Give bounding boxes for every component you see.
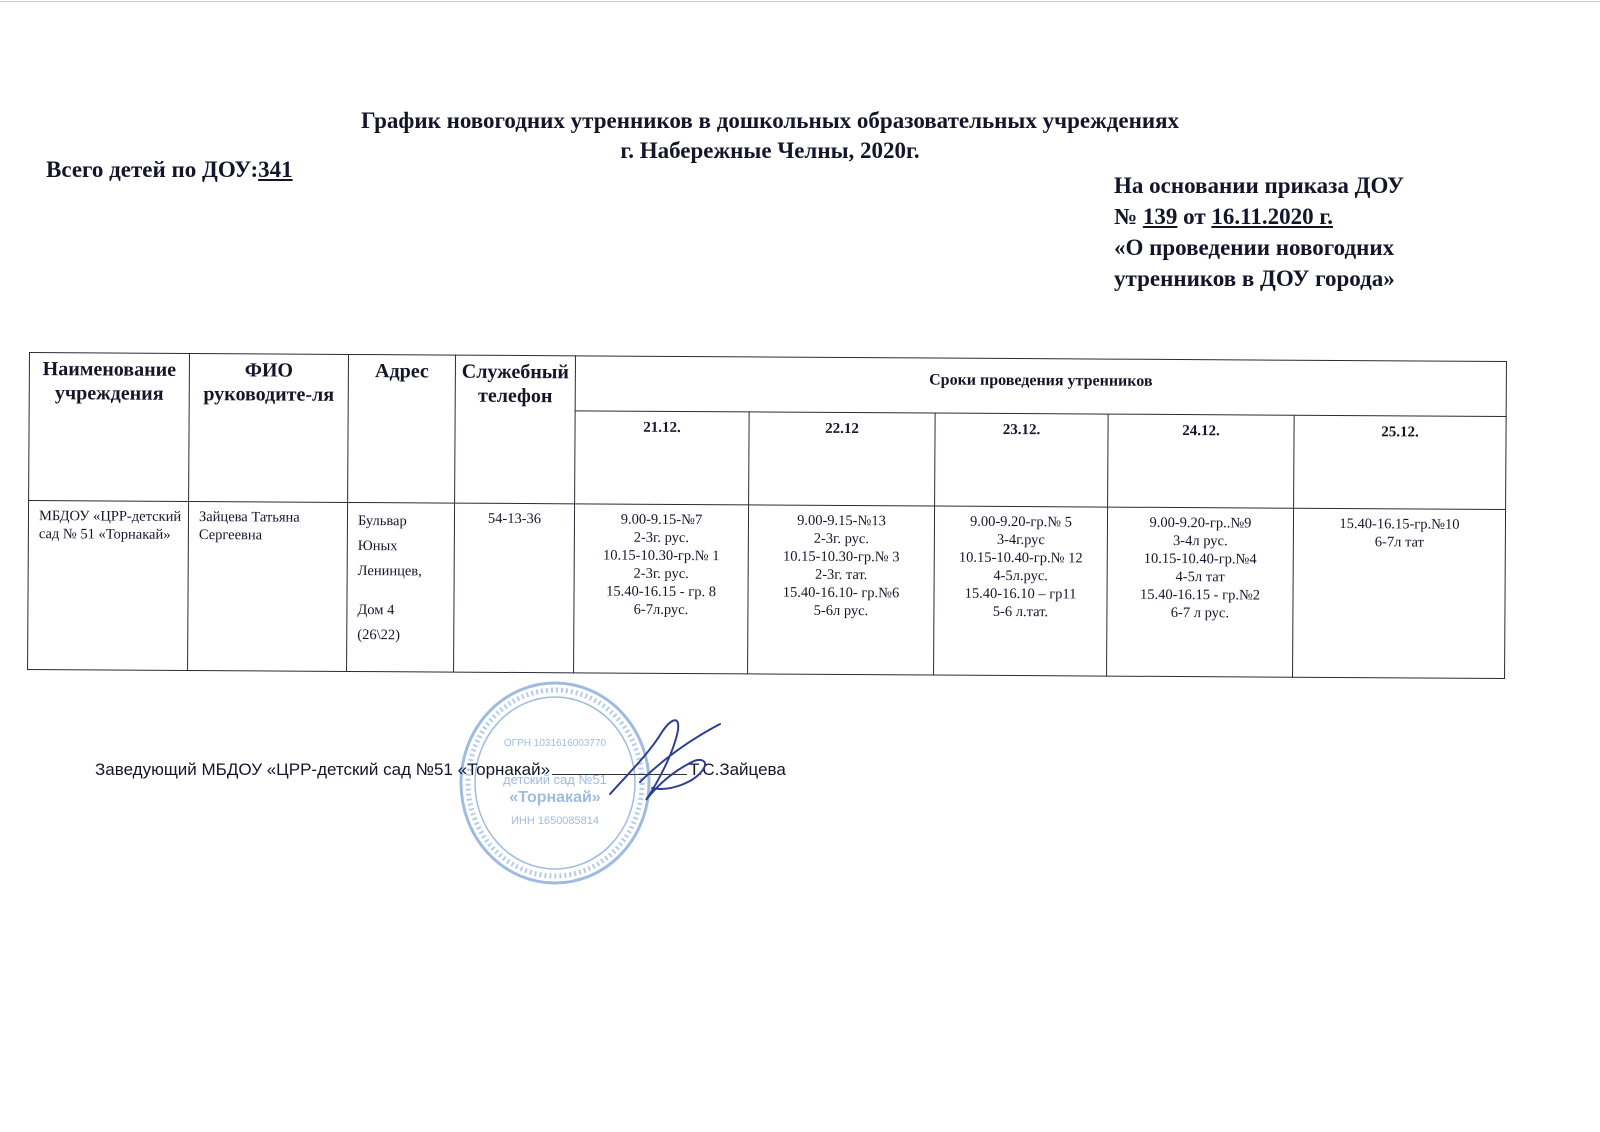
handwritten-signature <box>600 712 730 812</box>
schedule-line: 15.40-16.15 - гр. 8 <box>606 583 717 601</box>
schedule-line: 5-6 л.тат. <box>992 603 1049 621</box>
cell-head-name: Зайцева Татьяна Сергеевна <box>188 501 348 671</box>
address-house: Дом 4 <box>357 602 395 619</box>
date-header: 23.12. <box>935 413 1109 507</box>
schedule-line: 15.40-16.15-гр.№10 <box>1339 516 1460 533</box>
order-basis <box>1114 170 1474 294</box>
stamp-inn: ИНН 1650085814 <box>510 815 600 827</box>
date-header: 22.12 <box>749 412 936 506</box>
cell-schedule-24 <box>1107 507 1294 677</box>
schedule-line: 9.00-9.20-гр.№ 5 <box>969 513 1072 531</box>
schedule-line: 2-3г. рус. <box>633 565 689 583</box>
schedule-line: 6-7л тат <box>1374 534 1424 551</box>
schedule-line: 9.00-9.20-гр..№9 <box>1149 514 1252 532</box>
basis-from: от <box>1177 204 1212 229</box>
children-total-label: Всего детей по ДОУ: <box>46 157 259 182</box>
table-header-row <box>29 353 1506 417</box>
schedule-line: 10.15-10.30-гр.№ 1 <box>602 547 720 565</box>
schedule-table <box>27 352 1507 679</box>
header-dates-range: Сроки проведения утренников <box>575 356 1506 417</box>
basis-line-2 <box>1114 201 1474 232</box>
schedule-line: 9.00-9.15-№7 <box>620 511 703 529</box>
title-line-2: г. Набережные Челны, 2020г. <box>620 138 920 163</box>
cell-schedule-21 <box>574 504 749 674</box>
schedule-line: 15.40-16.10 – гр11 <box>964 585 1077 603</box>
cell-phone: 54-13-36 <box>454 503 575 673</box>
schedule-line: 10.15-10.40-гр.№ 12 <box>958 549 1083 567</box>
document-title <box>290 106 1250 166</box>
basis-order-number: 139 <box>1142 204 1178 229</box>
schedule-line: 10.15-10.30-гр.№ 3 <box>782 548 900 566</box>
signature-position: Заведующий МБДОУ «ЦРР-детский сад №51 «Торнакай» <box>95 760 551 779</box>
cell-schedule-23 <box>934 506 1108 676</box>
cell-schedule-22 <box>748 505 935 675</box>
header-institution: Наименование учреждения <box>29 353 190 502</box>
header-head-name: ФИО руководите-ля <box>189 353 349 502</box>
date-header: 25.12. <box>1294 415 1507 509</box>
schedule-line: 4-5л.рус. <box>993 567 1048 585</box>
stamp-name: детский сад №51 <box>503 772 607 787</box>
schedule-line: 2-3г. тат. <box>814 566 868 584</box>
basis-order-date: 16.11.2020 г. <box>1211 204 1333 229</box>
cell-institution: МБДОУ «ЦРР-детский сад № 51 «Торнакай» <box>28 501 189 671</box>
address-street: Бульвар Юных Ленинцев, <box>357 513 422 580</box>
basis-line-1: На основании приказа ДОУ <box>1114 173 1404 198</box>
header-address: Адрес <box>348 354 456 503</box>
stamp-ogrn: ОГРН 1031616003770 <box>503 738 607 749</box>
cell-address <box>347 502 455 672</box>
address-code: (26\22) <box>357 627 401 644</box>
schedule-line: 9.00-9.15-№13 <box>797 512 886 530</box>
date-header: 21.12. <box>575 411 750 505</box>
schedule-line: 6-7л.рус. <box>633 601 689 619</box>
date-header: 24.12. <box>1108 414 1295 508</box>
schedule-line: 5-6л рус. <box>813 602 869 620</box>
page-top-border <box>0 1 1600 2</box>
schedule-line: 4-5л тат <box>1175 569 1225 586</box>
schedule-line: 10.15-10.40-гр.№4 <box>1143 550 1257 568</box>
schedule-line: 2-3г. рус. <box>633 529 690 547</box>
cell-schedule-25 <box>1293 508 1506 678</box>
schedule-line: 6-7 л рус. <box>1170 604 1230 622</box>
schedule-line: 3-4г.рус <box>996 531 1045 549</box>
schedule-line: 15.40-16.15 - гр.№2 <box>1139 586 1261 604</box>
basis-no-prefix: № <box>1114 204 1143 229</box>
header-phone: Служебный телефон <box>455 355 576 504</box>
title-line-1: График новогодних утренников в дошкольных образовательных учреждениях <box>360 108 1180 133</box>
children-total <box>46 157 293 183</box>
autograph-stroke <box>610 720 720 800</box>
table-row <box>28 501 1506 679</box>
schedule-line: 3-4л рус. <box>1173 532 1228 550</box>
basis-line-4: утренников в ДОУ города» <box>1114 266 1395 291</box>
schedule-line: 15.40-16.10- гр.№6 <box>782 584 900 602</box>
children-total-value: 341 <box>258 157 293 182</box>
basis-line-3: «О проведении новогодних <box>1114 235 1395 260</box>
signature-name: Т.С.Зайцева <box>689 760 786 779</box>
schedule-line: 2-3г. рус. <box>813 530 870 548</box>
stamp-brand: «Торнакай» <box>509 789 601 806</box>
